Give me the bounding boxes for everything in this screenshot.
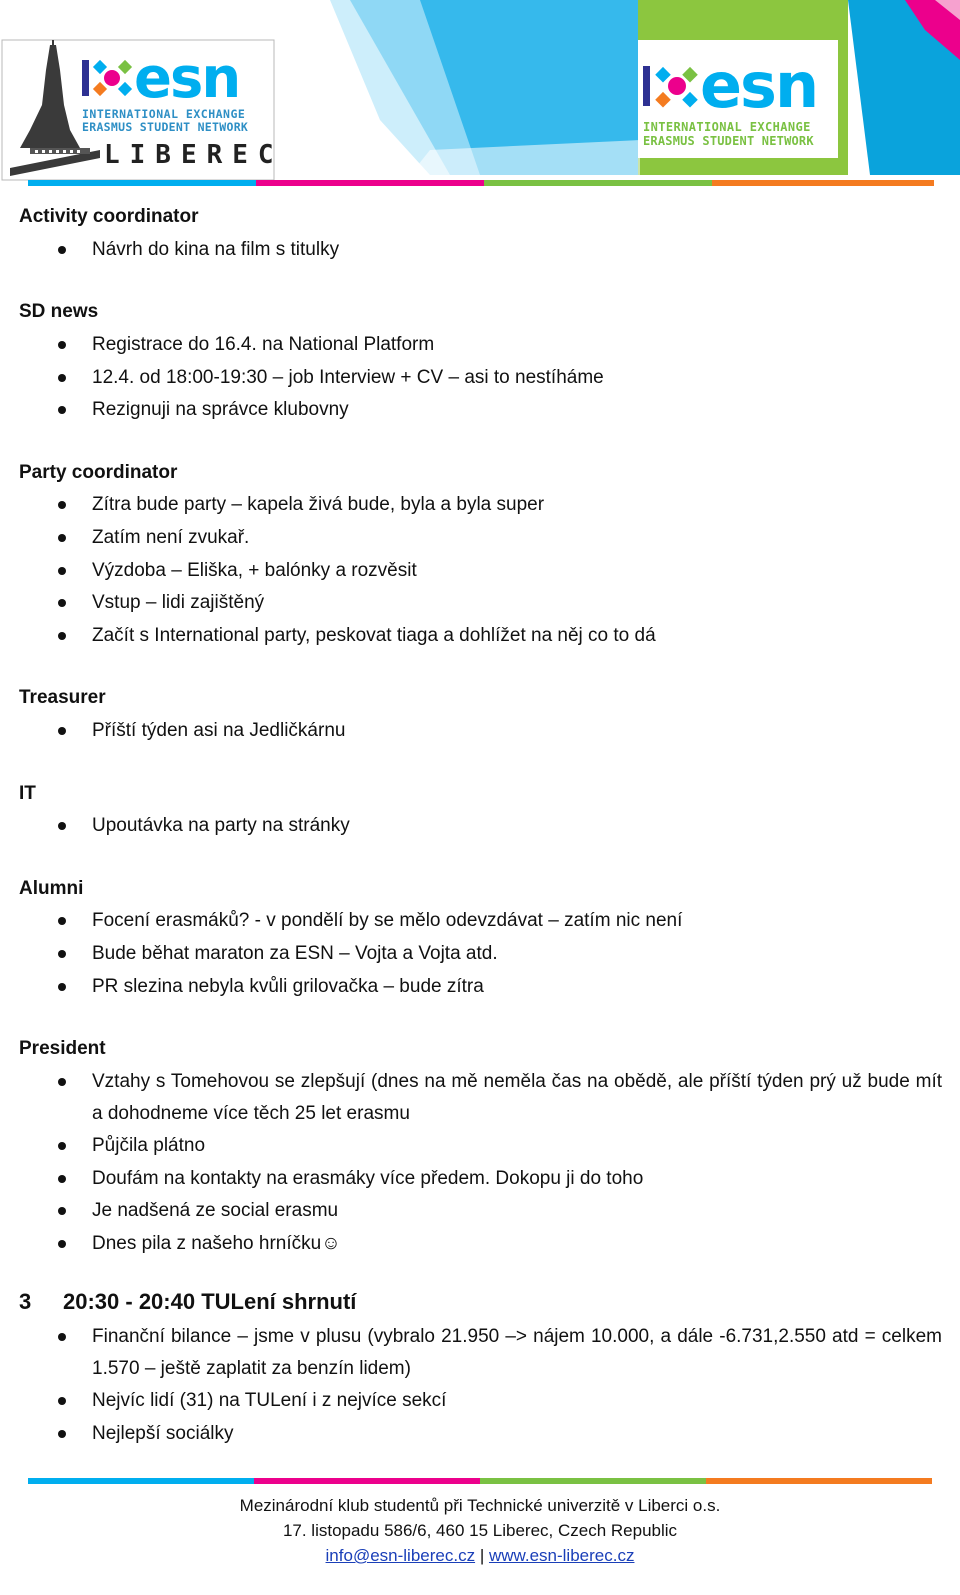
list-item: Registrace do 16.4. na National Platform [92,334,435,355]
list-item: Je nadšená ze social erasmu [92,1200,339,1221]
logo-right-line2: ERASMUS STUDENT NETWORK [643,134,814,148]
logo-left-city: LIBEREC [104,140,284,170]
list-item: Vstup – lidi zajištěný [92,592,265,613]
section-number: 3 [19,1289,32,1314]
bullet-icon [58,1397,66,1405]
bullet-icon [58,727,66,735]
list-item: Nejvíc lidí (31) na TULení i z nejvíce sekcí [92,1390,447,1411]
bullet-icon [58,632,66,640]
letterhead [0,0,960,190]
bullet-icon [58,567,66,575]
heading-party-coordinator: Party coordinator [19,462,178,483]
logo-right-line1: INTERNATIONAL EXCHANGE [643,120,811,134]
bullet-icon [58,501,66,509]
bullet-icon [58,1142,66,1150]
list-item: Návrh do kina na film s titulky [92,239,340,260]
footer-color-stripe [28,1478,932,1484]
footer-contacts [0,1543,960,1568]
bullet-icon [58,534,66,542]
bullet-icon [58,917,66,925]
logo-left-line2: ERASMUS STUDENT NETWORK [82,120,249,134]
esn-wordmark-left: esn [134,46,240,111]
esn-star-icon [93,60,132,96]
list-item: Začít s International party, peskovat tiaga a dohlížet na něj co to dá [92,625,656,646]
heading-treasurer: Treasurer [19,687,106,708]
list-item: Finanční bilance – jsme v plusu (vybralo 21.950 –> nájem 10.000, a dále -6.731,2.550 atd = celkem 1.570 – ještě zaplatit za benzín lidem) [92,1326,942,1379]
heading-activity-coordinator: Activity coordinator [19,206,199,227]
bullet-icon [58,374,66,382]
list-item: PR slezina nebyla kvůli grilovačka – bude zítra [92,976,484,997]
logo-left-line1: INTERNATIONAL EXCHANGE [82,107,246,121]
esn-wordmark-right: esn [700,49,818,122]
esn-logo-left [82,46,284,170]
footer [0,1493,960,1568]
bullet-icon [58,1207,66,1215]
section-title: 20:30 - 20:40 TULení shrnutí [63,1289,357,1314]
list-item: 12.4. od 18:00-19:30 – job Interview + CV – asi to nestíháme [92,367,604,388]
bullet-icon [58,599,66,607]
list-item: Doufám na kontakty na erasmáky více předem. Dokopu ji do toho [92,1168,644,1189]
list-item: Vztahy s Tomehovou se zlepšují (dnes na mě neměla čas na obědě, ale příští týden prý už bude mít a dohodneme více těch 25 let erasmu [92,1071,942,1124]
header-color-stripe [28,180,934,186]
bullet-icon [58,1430,66,1438]
list-item: Výzdoba – Eliška, + balónky a rozvěsit [92,560,417,581]
bullet-icon [58,1078,66,1086]
heading-alumni: Alumni [19,878,84,899]
bullet-icon [58,950,66,958]
heading-president: President [19,1038,106,1059]
bullet-icon [58,1175,66,1183]
heading-sd-news: SD news [19,301,99,322]
bullet-icon [58,1240,66,1248]
bullet-icon [58,246,66,254]
bullet-icon [58,822,66,830]
footer-organization: Mezinárodní klub studentů při Technické univerzitě v Liberci o.s. [239,1496,721,1515]
list-item: Zítra bude party – kapela živá bude, byla a byla super [92,494,545,515]
list-item: Focení erasmáků? - v pondělí by se mělo odevzdávat – zatím nic není [92,910,683,931]
list-item: Dnes pila z našeho hrníčku☺ [92,1233,341,1254]
bullet-icon [58,406,66,414]
list-item: Půjčila plátno [92,1135,206,1156]
bullet-icon [58,1333,66,1341]
list-item: Upoutávka na party na stránky [92,815,350,836]
heading-it: IT [19,783,36,804]
footer-separator: | [479,1546,485,1565]
list-item: Zatím není zvukař. [92,527,250,548]
letterhead-graphics [0,0,960,190]
list-item: Bude běhat maraton za ESN – Vojta a Vojta atd. [92,943,498,964]
bullet-icon [58,983,66,991]
list-item: Rezignuji na správce klubovny [92,399,349,420]
list-item: Příští týden asi na Jedličkárnu [92,720,346,741]
list-item: Nejlepší sociálky [92,1423,234,1444]
footer-address: 17. listopadu 586/6, 460 15 Liberec, Czech Republic [282,1521,678,1540]
footer-email-link[interactable]: info@esn-liberec.cz [325,1546,476,1565]
footer-website-link[interactable]: www.esn-liberec.cz [488,1546,635,1565]
bullet-icon [58,341,66,349]
